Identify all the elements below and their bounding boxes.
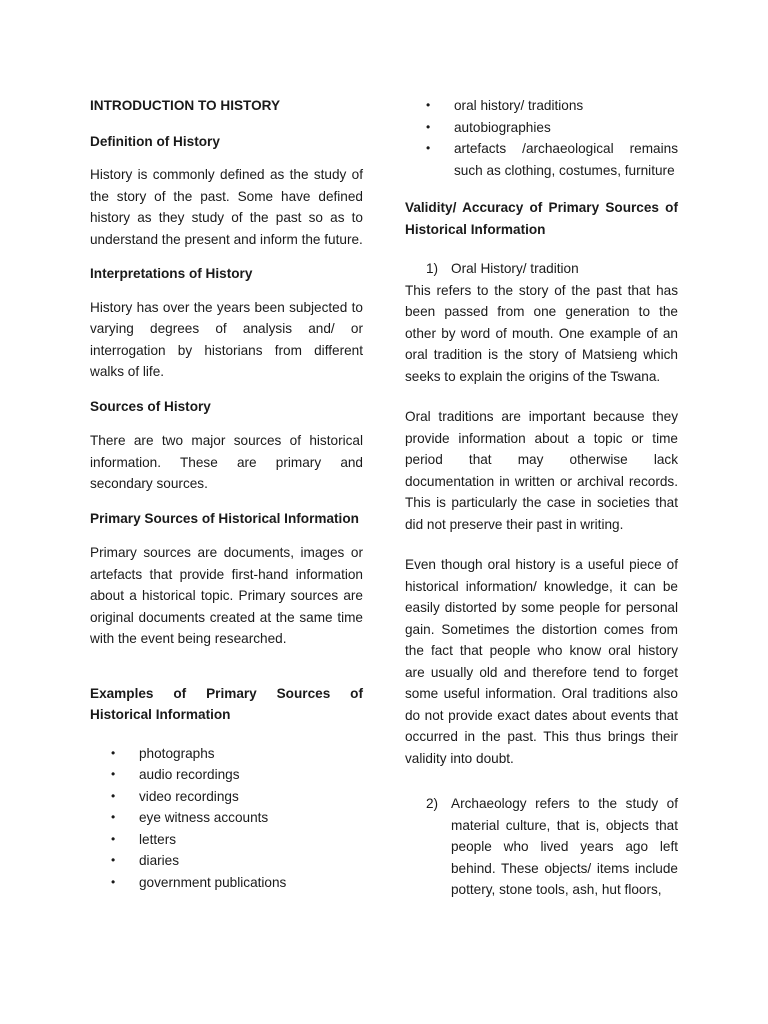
left-column (90, 95, 363, 893)
bullet-icon: • (111, 810, 116, 824)
bullet-icon: • (426, 119, 431, 134)
examples-list-continued (405, 95, 678, 181)
oral-history-paragraph-1: This refers to the story of the past that has been passed from one generation to the other by word of mouth. One example of an oral tradition is the story of Matsieng which seeks to explain the origins of the Tswana. (405, 282, 678, 384)
list-item: • photographs (90, 743, 363, 765)
right-column (405, 95, 678, 901)
bullet-icon: • (111, 853, 116, 867)
bullet-icon: • (426, 141, 431, 155)
interpretations-paragraph: History has over the years been subjected to varying degrees of analysis and/ or interrogation by historians from different walks of life. (90, 299, 363, 379)
list-item: • artefacts /archaeological remains such as clothing, costumes, furniture (405, 138, 678, 181)
list-item: • letters (90, 829, 363, 851)
item-label: Oral History/ tradition (451, 261, 579, 276)
sources-paragraph: There are two major sources of historical information. These are primary and secondary sources. (90, 433, 363, 491)
document-title: INTRODUCTION TO HISTORY (90, 98, 281, 113)
list-item: • autobiographies (405, 117, 678, 139)
bullet-icon: • (111, 831, 116, 846)
oral-history-paragraph-2: Oral traditions are important because they provide information about a topic or time period that may otherwise lack documentation in written or archival records. This is particularly the case in societies that did not preserve their past in writing. (405, 409, 678, 532)
sources-heading: Sources of History (90, 398, 211, 414)
examples-list (90, 743, 363, 894)
bullet-icon: • (111, 745, 116, 760)
numbered-item-oral-history (405, 258, 678, 280)
list-item: • oral history/ traditions (405, 95, 678, 117)
item-number: 2) (426, 796, 439, 811)
bullet-icon: • (111, 767, 116, 781)
bullet-icon: • (426, 98, 431, 112)
numbered-item-archaeology (405, 793, 678, 901)
primary-sources-paragraph: Primary sources are documents, images or artefacts that provide first-hand information about a historical topic. Primary sources are original documents created at the same time with the event being researched. (90, 545, 363, 646)
item-text: Archaeology refers to the study of material culture, that is, objects that people who lived years ago left behind. These objects/ items include pottery, stone tools, ash, hut floors, (451, 796, 678, 897)
examples-heading: Examples of Primary Sources of Historical Information (90, 685, 363, 722)
bullet-icon: • (111, 874, 116, 889)
validity-heading: Validity/ Accuracy of Primary Sources of Historical Information (405, 200, 678, 237)
list-item: • diaries (90, 850, 363, 872)
list-item: • government publications (90, 872, 363, 894)
bullet-icon: • (111, 788, 116, 803)
list-item: • audio recordings (90, 764, 363, 786)
list-item: • eye witness accounts (90, 807, 363, 829)
definition-heading: Definition of History (90, 133, 220, 149)
interpretations-heading: Interpretations of History (90, 266, 253, 281)
list-item: • video recordings (90, 786, 363, 808)
item-number: 1) (426, 261, 439, 276)
oral-history-paragraph-3: Even though oral history is a useful piece of historical information/ knowledge, it can be easily distorted by some people for personal gain. Sometimes the distortion comes from the fact that people who know oral history are usually old and therefore tend to forget some useful information. Oral traditions also do not provide exact dates about events that occurred in the past. This thus brings their validity into doubt. (405, 557, 678, 766)
definition-paragraph: History is commonly defined as the study of the story of the past. Some have defined history as they study of the past so as to understand the present and inform the future. (90, 167, 363, 247)
primary-sources-heading: Primary Sources of Historical Information (90, 510, 359, 526)
